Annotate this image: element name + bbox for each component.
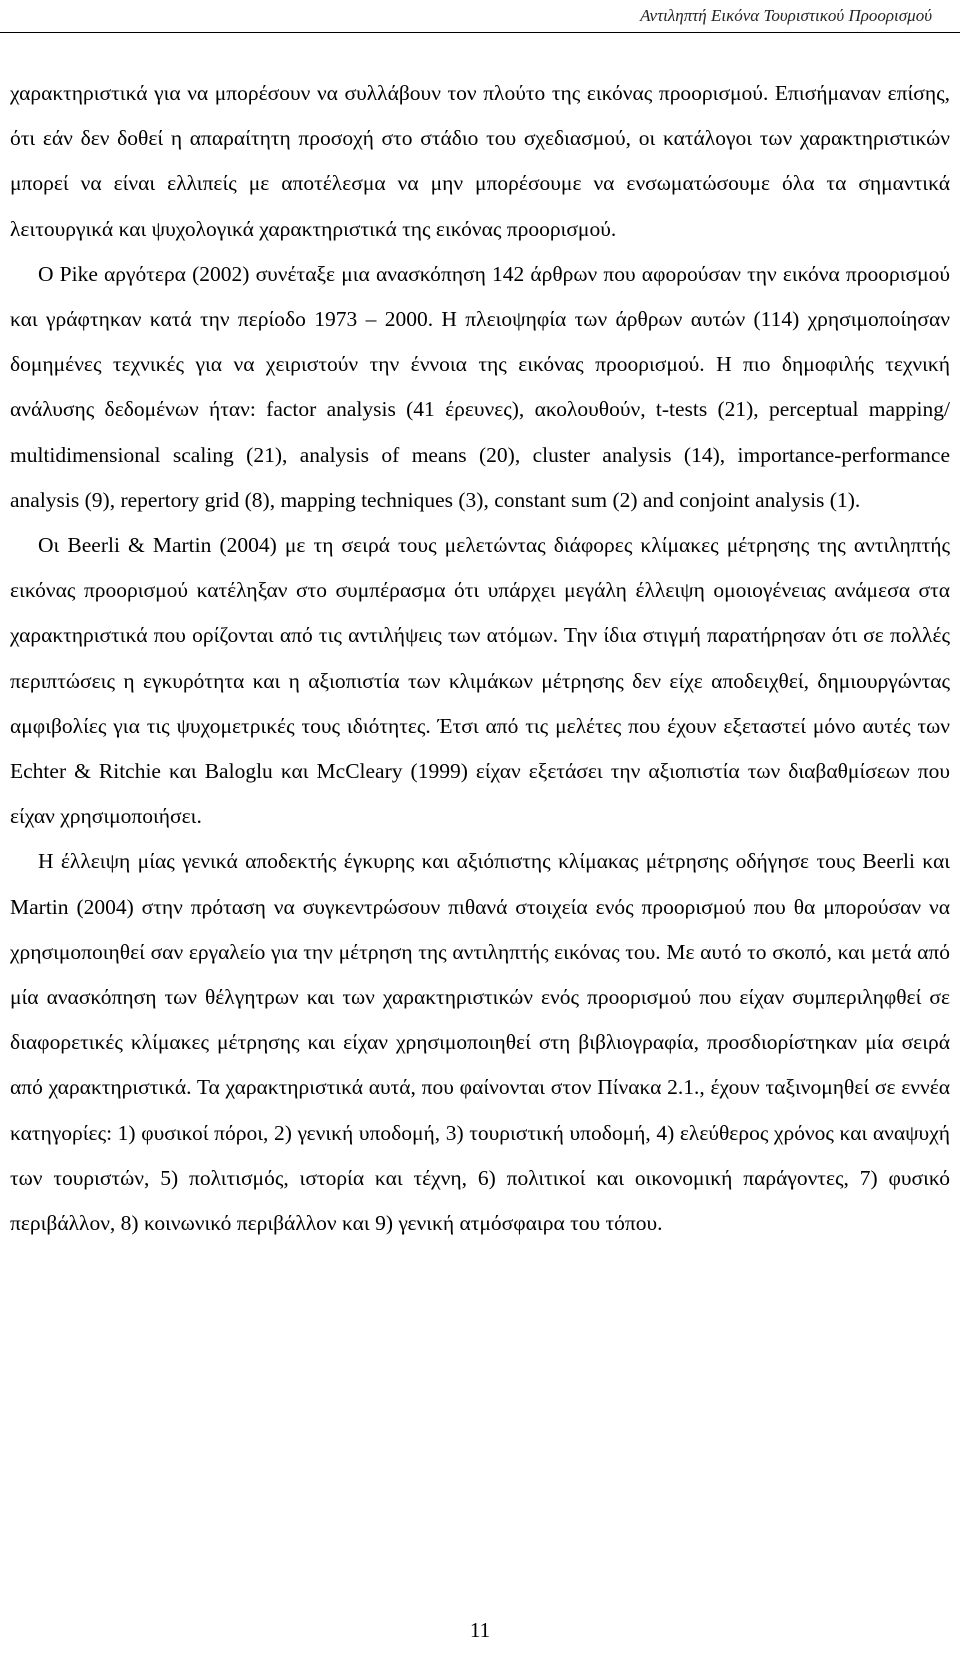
page-number: 11	[469, 1618, 491, 1642]
paragraph-attribute-categories: Η έλλειψη μίας γενικά αποδεκτής έγκυρης και αξιόπιστης κλίμακας μέτρησης οδήγησε τους Beerli και Martin (2004) στην πρόταση να συγκεντρώσουν πιθανά στοιχεία ενός προορισμού που θα μπορούσαν να χρησιμοποιηθεί σαν εργαλείο για την μέτρηση της αντιληπτής εικόνας του. Με αυτό το σκοπό, και μετά από μία ανασκόπηση των θέλγητρων και των χαρακτηριστικών ενός προορισμού που είχαν συμπεριληφθεί σε διαφορετικές κλίμακες μέτρησης και είχαν χρησιμοποιηθεί στη βιβλιογραφία, προσδιορίστηκαν μία σειρά από χαρακτηριστικά. Τα χαρακτηριστικά αυτά, που φαίνονται στον Πίνακα 2.1., έχουν ταξινομηθεί σε εννέα κατηγορίες: 1) φυσικοί πόροι, 2) γενική υποδομή, 3) τουριστική υποδομή, 4) ελεύθερος χρόνος και αναψυχή των τουριστών, 5) πολιτισμός, ιστορία και τέχνη, 6) πολιτικοί και οικονομική παράγοντες, 7) φυσικό περιβάλλον, 8) κοινωνικό περιβάλλον και 9) γενική ατμόσφαιρα του τόπου.	[10, 849, 950, 1236]
header-rule	[0, 32, 960, 33]
running-header: Αντιληπτή Εικόνα Τουριστικού Προορισμού	[640, 6, 932, 25]
paragraph-beerli-martin-scales: Οι Beerli & Martin (2004) με τη σειρά τους μελετώντας διάφορες κλίμακες μέτρησης της αντιληπτής εικόνας προορισμού κατέληξαν στο συμπέρασμα ότι υπάρχει μεγάλη έλλειψη ομοιογένειας ανάμεσα στα χαρακτηριστικά που ορίζονται από τις αντιλήψεις των ατόμων. Την ίδια στιγμή παρατήρησαν ότι σε πολλές περιπτώσεις η εγκυρότητα και η αξιοπιστία των κλιμάκων μέτρησης δεν είχε αποδειχθεί, δημιουργώντας αμφιβολίες για τις ψυχομετρικές τους ιδιότητες. Έτσι από τις μελέτες που έχουν εξεταστεί μόνο αυτές των Echter & Ritchie και Baloglu και McCleary (1999) είχαν εξετάσει την αξιοπιστία των διαβαθμίσεων που είχαν χρησιμοποιήσει.	[10, 533, 950, 829]
paragraph-pike-review: O Pike αργότερα (2002) συνέταξε μια ανασκόπηση 142 άρθρων που αφορούσαν την εικόνα προορισμού και γράφτηκαν κατά την περίοδο 1973 – 2000. Η πλειοψηφία των άρθρων αυτών (114) χρησιμοποίησαν δομημένες τεχνικές για να χειριστούν την έννοια της εικόνας προορισμού. Η πιο δημοφιλής τεχνική ανάλυσης δεδομένων ήταν: factor analysis (41 έρευνες), ακολουθούν, t-tests (21), perceptual mapping/ multidimensional scaling (21), analysis of means (20), cluster analysis (14), importance-performance analysis (9), repertory grid (8), mapping techniques (3), constant sum (2) and conjoint analysis (1).	[10, 261, 950, 512]
document-body	[10, 71, 950, 1246]
paragraph-continuation: χαρακτηριστικά για να μπορέσουν να συλλάβουν τον πλούτο της εικόνας προορισμού. Επισήμαναν επίσης, ότι εάν δεν δοθεί η απαραίτητη προσοχή στο στάδιο του σχεδιασμού, οι κατάλογοι των χαρακτηριστικών μπορεί να είναι ελλιπείς με αποτέλεσμα να μην μπορέσουμε να ενσωματώσουμε όλα τα σημαντικά λειτουργικά και ψυχολογικά χαρακτηριστικά της εικόνας προορισμού.	[10, 81, 950, 241]
